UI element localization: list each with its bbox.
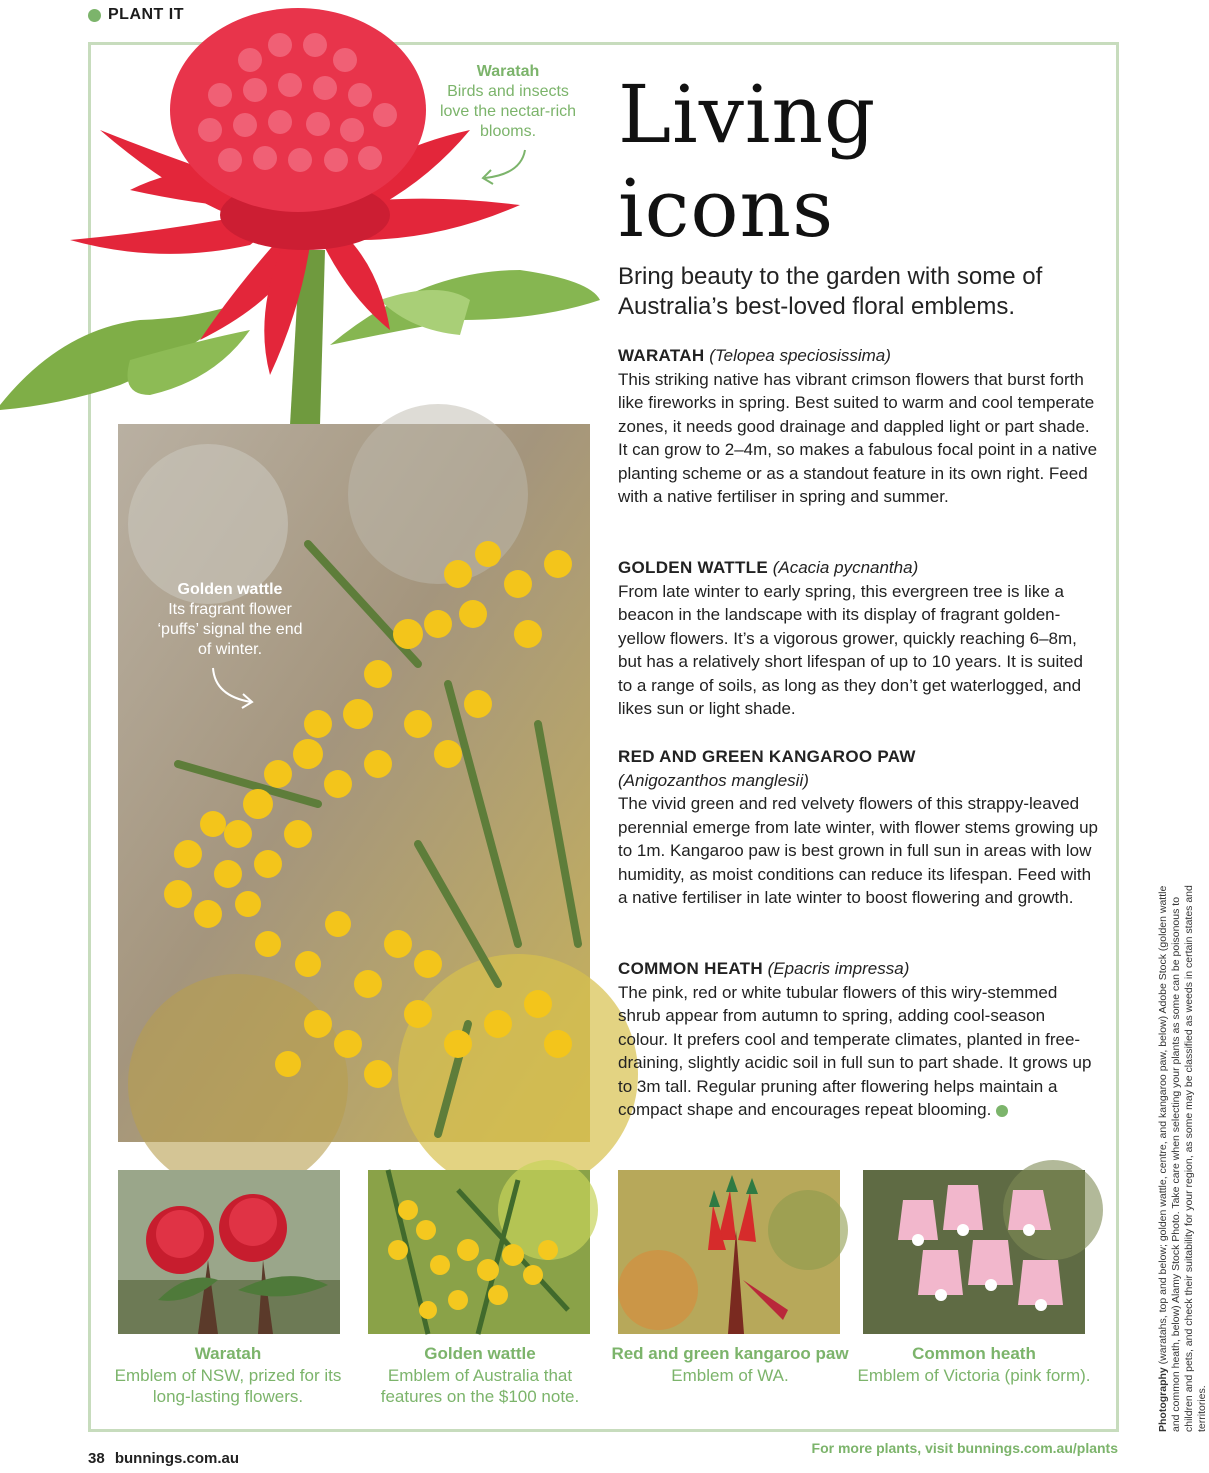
common-heath-caption <box>854 1343 1094 1386</box>
entry-common-heath <box>618 957 1098 1122</box>
entry-scientific-name: (Acacia pycnantha) <box>772 558 919 577</box>
caption-title: Golden wattle <box>424 1344 536 1363</box>
entry-heading: GOLDEN WATTLE <box>618 558 768 577</box>
entry-golden-wattle <box>618 556 1098 721</box>
entry-heading: RED AND GREEN KANGAROO PAW <box>618 747 916 766</box>
page-title-line: Living <box>618 68 877 161</box>
entry-scientific-name: (Epacris impressa) <box>767 959 910 978</box>
entry-scientific-name: (Telopea speciosissima) <box>709 346 891 365</box>
callout-text: Its fragrant flower ‘puffs’ signal the end of winter. <box>157 601 303 658</box>
entry-heading: WARATAH <box>618 346 705 365</box>
callout-title: Waratah <box>476 63 540 80</box>
waratah-caption <box>108 1343 348 1408</box>
entry-body: The pink, red or white tubular flowers of this wiry-stemmed shrub appear from autumn to spring, adding cool-season colour. It prefers cool and temperate climates, planted in free-draining, slightly acidic soil in full sun to part shade. It grows up to 3m tall. Regular pruning after flowering helps maintain a compact shape and encourages repeat blooming. <box>618 982 1092 1119</box>
common-heath-thumb <box>863 1170 1085 1334</box>
page-number: 38 <box>88 1450 105 1467</box>
end-dot-icon <box>996 1105 1008 1117</box>
entry-body: This striking native has vibrant crimson flowers that burst forth like fireworks in spring. Best suited to warm and cool temperate zones, it needs good drainage and dappled light or part shade. It can grow to 2–4m, so makes a fabulous focal point in a native planting scheme or as a standout feature in its own right. Feed with a native fertiliser in spring and summer. <box>618 369 1098 506</box>
footer-promo-link[interactable]: For more plants, visit bunnings.com.au/plants <box>811 1440 1118 1456</box>
caption-text: Emblem of Australia that features on the $100 note. <box>380 1365 580 1406</box>
page-title <box>618 68 876 256</box>
photo-credits <box>1157 872 1209 1432</box>
credits-text: (waratahs, top and below; golden wattle, centre, and kangaroo paw, below) Adobe Stock (golden wattle and common heath, below) Alamy Stock Photo. Take care when selecting your plants as some can be poisonous to children and pets, and check their suitability for your region, as some may be classified as weeds in certain states and territories. <box>1157 885 1208 1432</box>
caption-title: Waratah <box>194 1344 262 1363</box>
page-title-line: icons <box>618 162 835 255</box>
entry-body: From late winter to early spring, this evergreen tree is like a beacon in the landscape with its display of fragrant golden-yellow flowers. It’s a vigorous grower, quickly reaching 6–8m, but has a relatively short lifespan of up to 10 years. It is suited to a range of soils, as long as they don’t get waterlogged, and likes sun or light shade. <box>618 581 1083 718</box>
golden-wattle-caption <box>360 1343 600 1408</box>
entry-kangaroo-paw <box>618 745 1098 910</box>
footer-site-link[interactable]: bunnings.com.au <box>114 1450 240 1467</box>
waratah-callout <box>438 62 578 192</box>
curved-arrow-icon <box>195 662 265 712</box>
callout-title: Golden wattle <box>177 581 283 598</box>
entry-waratah <box>618 344 1098 509</box>
intro-text: Bring beauty to the garden with some of Australia’s best-loved floral emblems. <box>618 263 1043 320</box>
caption-text: Emblem of WA. <box>671 1365 789 1385</box>
entry-scientific-name: (Anigozanthos manglesii) <box>618 770 809 790</box>
credits-label: Photography <box>1157 1367 1169 1432</box>
page-footer <box>88 1450 239 1467</box>
entry-heading: COMMON HEATH <box>618 959 763 978</box>
curved-arrow-icon <box>473 146 543 186</box>
entry-body: The vivid green and red velvety flowers of this strappy-leaved perennial emerge from late winter, with flower stems growing up to 1m. Kangaroo paw is best grown in full sun in areas with low humidity, as moist conditions can reduce its lifespan. Feed with a native fertiliser in late winter to boost flowering and growth. <box>618 794 1098 907</box>
callout-text: Birds and insects love the nectar-rich blooms. <box>439 83 577 140</box>
caption-text: Emblem of NSW, prized for its long-lasting flowers. <box>114 1365 342 1406</box>
kangaroo-paw-caption <box>610 1343 850 1386</box>
golden-wattle-photo <box>118 424 590 1142</box>
caption-title: Common heath <box>912 1344 1036 1363</box>
caption-text: Emblem of Victoria (pink form). <box>857 1365 1091 1385</box>
kangaroo-paw-thumb <box>618 1170 840 1334</box>
caption-title: Red and green kangaroo paw <box>611 1344 849 1363</box>
golden-wattle-callout <box>150 580 310 718</box>
section-tag-label: PLANT IT <box>108 6 184 23</box>
waratah-thumb <box>118 1170 340 1334</box>
golden-wattle-thumb <box>368 1170 590 1334</box>
